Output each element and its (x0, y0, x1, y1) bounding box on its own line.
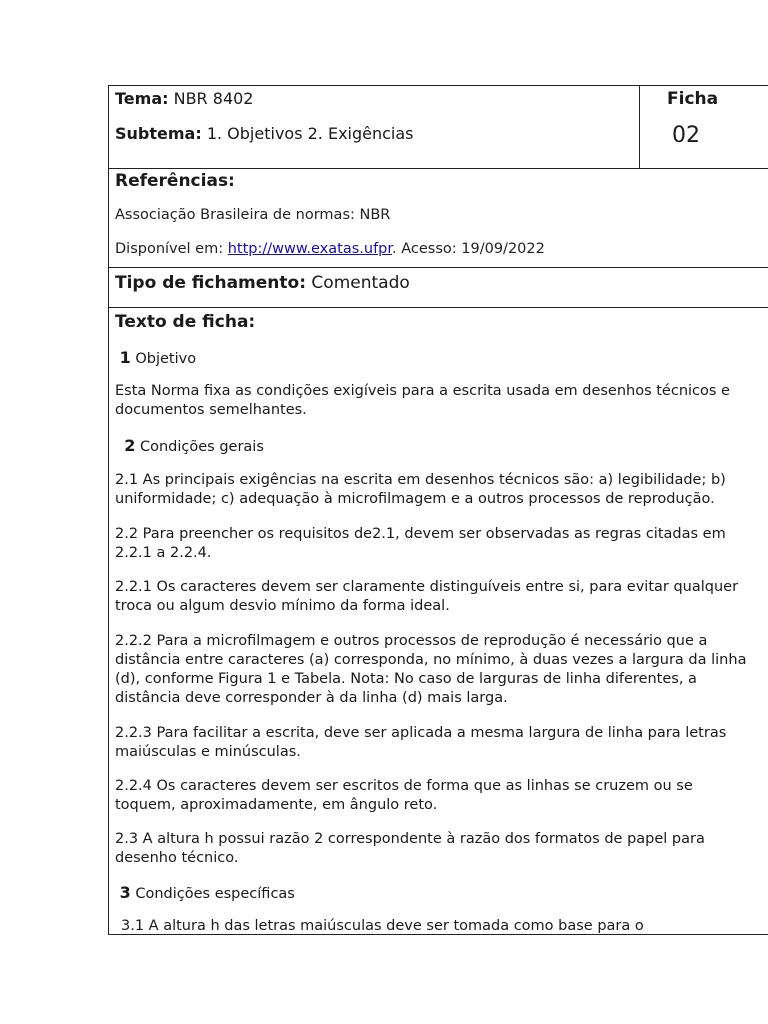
referencia-link[interactable]: http://www.exatas.ufpr (227, 241, 393, 257)
header-row (109, 86, 768, 169)
paragraph-2-2-line-2: 2.2.1 a 2.2.4. (115, 545, 212, 561)
tema-cell (109, 86, 640, 169)
section-2-title: Condições gerais (139, 439, 264, 455)
paragraph-2-2-2-line-2: distância entre caracteres (a) corresponda, no mínimo, à duas vezes a largura da linha (115, 652, 747, 668)
paragraph-2-2-3-line-2: maiúsculas e minúsculas. (115, 744, 301, 760)
tipo-value: Comentado (311, 273, 410, 293)
tema-label: Tema: (115, 89, 169, 108)
section-1-heading (115, 348, 768, 369)
tema-value: NBR 8402 (173, 89, 254, 108)
paragraph-1-line-2: documentos semelhantes. (115, 402, 307, 418)
ficha-sheet (108, 85, 768, 935)
tipo-row (109, 268, 768, 308)
ficha-cell (640, 86, 768, 169)
paragraph-2-2-2-line-3: (d), conforme Figura 1 e Tabela. Nota: No caso de larguras de linha diferentes, a (115, 671, 697, 687)
section-1-number: 1 (119, 348, 131, 367)
subtema-label: Subtema: (115, 124, 202, 143)
referencia-prefix: Disponível em: (115, 241, 228, 257)
paragraph-3-1-line-1: 3.1 A altura h das letras maiúsculas deve ser tomada como base para o (121, 918, 644, 934)
subtema-value: 1. Objetivos 2. Exigências (206, 124, 414, 143)
ficha-label: Ficha (667, 89, 719, 109)
paragraph-2-2-4-line-1: 2.2.4 Os caracteres devem ser escritos de forma que as linhas se cruzem ou se (115, 778, 693, 794)
paragraph-2-3-line-1: 2.3 A altura h possui razão 2 correspondente à razão dos formatos de papel para (115, 831, 705, 847)
section-2-heading (115, 436, 768, 457)
paragraph-2-2-2-line-4: distância deve corresponder à da linha (d) mais larga. (115, 690, 508, 706)
paragraph-2-2-1-line-2: troca ou algum desvio mínimo da forma ideal. (115, 598, 450, 614)
paragraph-2-2-3-line-1: 2.2.3 Para facilitar a escrita, deve ser aplicada a mesma largura de linha para letras (115, 725, 727, 741)
referencia-suffix: . Acesso: 19/09/2022 (392, 241, 545, 257)
subtema-line (115, 125, 414, 143)
section-3-heading (115, 883, 768, 904)
paragraph-1-line-1: Esta Norma fixa as condições exigíveis para a escrita usada em desenhos técnicos e (115, 383, 730, 399)
referencia-line-1: Associação Brasileira de normas: NBR (115, 207, 391, 223)
texto-label: Texto de ficha: (115, 312, 256, 332)
referencia-line-2 (115, 240, 545, 258)
tipo-line (115, 274, 410, 292)
referencias-row (109, 169, 768, 268)
texto-row (109, 308, 768, 935)
tipo-label: Tipo de fichamento: (115, 273, 307, 293)
ficha-number: 02 (672, 123, 700, 148)
section-3-title: Condições específicas (135, 886, 295, 902)
paragraph-2-2-2-line-1: 2.2.2 Para a microfilmagem e outros processos de reprodução é necessário que a (115, 633, 708, 649)
tema-line (115, 90, 253, 108)
referencias-label: Referências: (115, 171, 235, 191)
paragraph-2-3-line-2: desenho técnico. (115, 850, 239, 866)
section-2-number: 2 (124, 436, 136, 455)
paragraph-2-1-line-1: 2.1 As principais exigências na escrita em desenhos técnicos são: a) legibilidade; b) (115, 472, 726, 488)
section-1-title: Objetivo (135, 351, 197, 367)
paragraph-2-2-1-line-1: 2.2.1 Os caracteres devem ser claramente distinguíveis entre si, para evitar qualquer (115, 579, 739, 595)
section-3-number: 3 (119, 883, 131, 902)
paragraph-2-2-4-line-2: toquem, aproximadamente, em ângulo reto. (115, 797, 438, 813)
paragraph-2-1-line-2: uniformidade; c) adequação à microfilmagem e a outros processos de reprodução. (115, 491, 715, 507)
paragraph-2-2-line-1: 2.2 Para preencher os requisitos de2.1, devem ser observadas as regras citadas em (115, 526, 726, 542)
